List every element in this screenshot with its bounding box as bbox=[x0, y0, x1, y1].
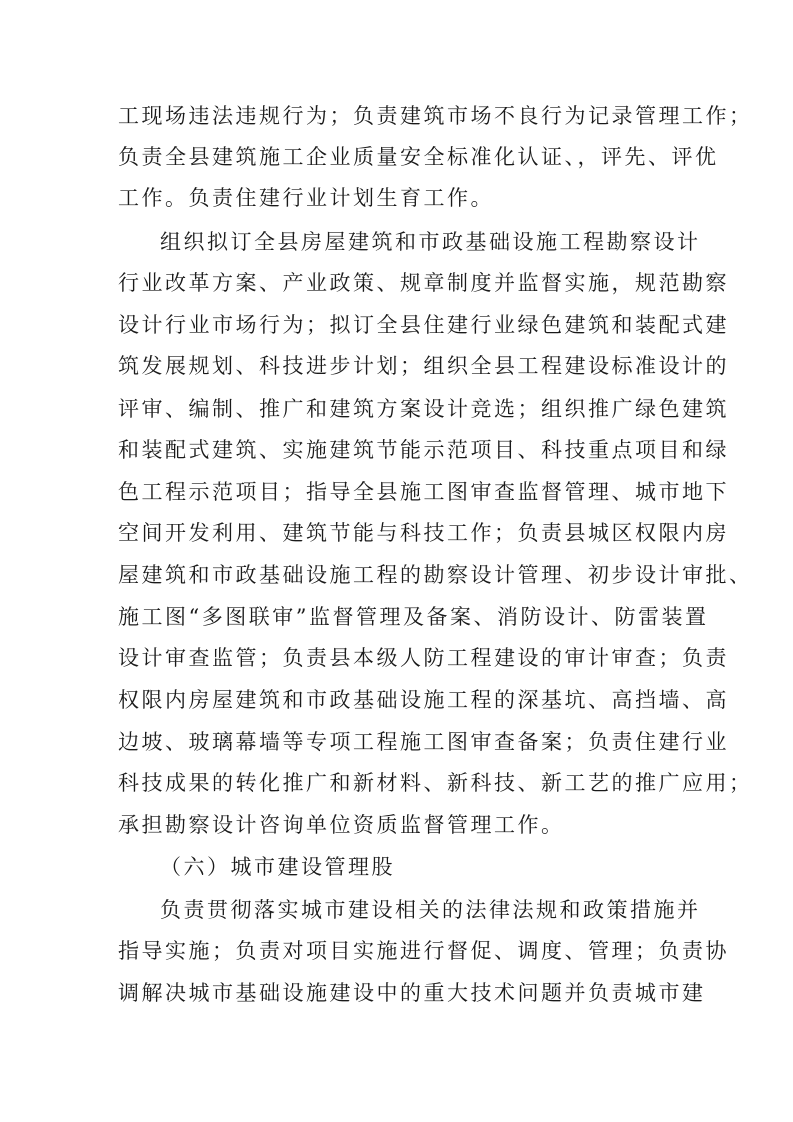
paragraph-2-line-15: 承担勘察设计咨询单位资质监督管理工作。 bbox=[118, 813, 565, 837]
paragraph-2-line-9: 屋建筑和市政基础设施工程的勘察设计管理、初步设计审批、 bbox=[118, 563, 753, 587]
paragraph-2-line-2: 行业改革方案、产业政策、规章制度并监督实施，规范勘察 bbox=[118, 271, 729, 295]
paragraph-2-line-12: 权限内房屋建筑和市政基础设施工程的深基坑、高挡墙、高 bbox=[118, 688, 729, 712]
paragraph-1-line-1: 工现场违法违规行为；负责建筑市场不良行为记录管理工作； bbox=[118, 104, 753, 128]
paragraph-2-line-1: 组织拟订全县房屋建筑和市政基础设施工程勘察设计 bbox=[160, 230, 701, 254]
paragraph-2-line-10: 施工图“多图联审”监督管理及备案、消防设计、防雷装置 bbox=[118, 605, 709, 629]
paragraph-2-line-4: 筑发展规划、科技进步计划；组织全县工程建设标准设计的 bbox=[118, 354, 729, 378]
paragraph-3-line-2: 指导实施；负责对项目实施进行督促、调度、管理；负责协 bbox=[118, 939, 729, 963]
paragraph-1-line-2: 负责全县建筑施工企业质量安全标准化认证、，评先、评优 bbox=[118, 145, 719, 169]
paragraph-2-line-13: 边坡、玻璃幕墙等专项工程施工图审查备案；负责住建行业 bbox=[118, 730, 729, 754]
section-heading: （六）城市建设管理股 bbox=[160, 855, 395, 879]
paragraph-2-line-3: 设计行业市场行为；拟订全县住建行业绿色建筑和装配式建 bbox=[118, 313, 729, 337]
paragraph-3-line-1: 负责贯彻落实城市建设相关的法律法规和政策措施并 bbox=[160, 898, 701, 922]
paragraph-3-line-3: 调解决城市基础设施建设中的重大技术问题并负责城市建 bbox=[118, 981, 706, 1005]
paragraph-2-line-6: 和装配式建筑、实施建筑节能示范项目、科技重点项目和绿 bbox=[118, 438, 729, 462]
paragraph-1-line-3: 工作。负责住建行业计划生育工作。 bbox=[118, 186, 494, 210]
paragraph-2-line-7: 色工程示范项目；指导全县施工图审查监督管理、城市地下 bbox=[118, 480, 729, 504]
paragraph-2-line-5: 评审、编制、推广和建筑方案设计竞选；组织推广绿色建筑 bbox=[118, 397, 729, 421]
paragraph-2-line-8: 空间开发利用、建筑节能与科技工作；负责县城区权限内房 bbox=[118, 521, 729, 545]
paragraph-2-line-11: 设计审查监管；负责县本级人防工程建设的审计审查；负责 bbox=[118, 646, 729, 670]
paragraph-2-line-14: 科技成果的转化推广和新材料、新科技、新工艺的推广应用； bbox=[118, 771, 753, 795]
